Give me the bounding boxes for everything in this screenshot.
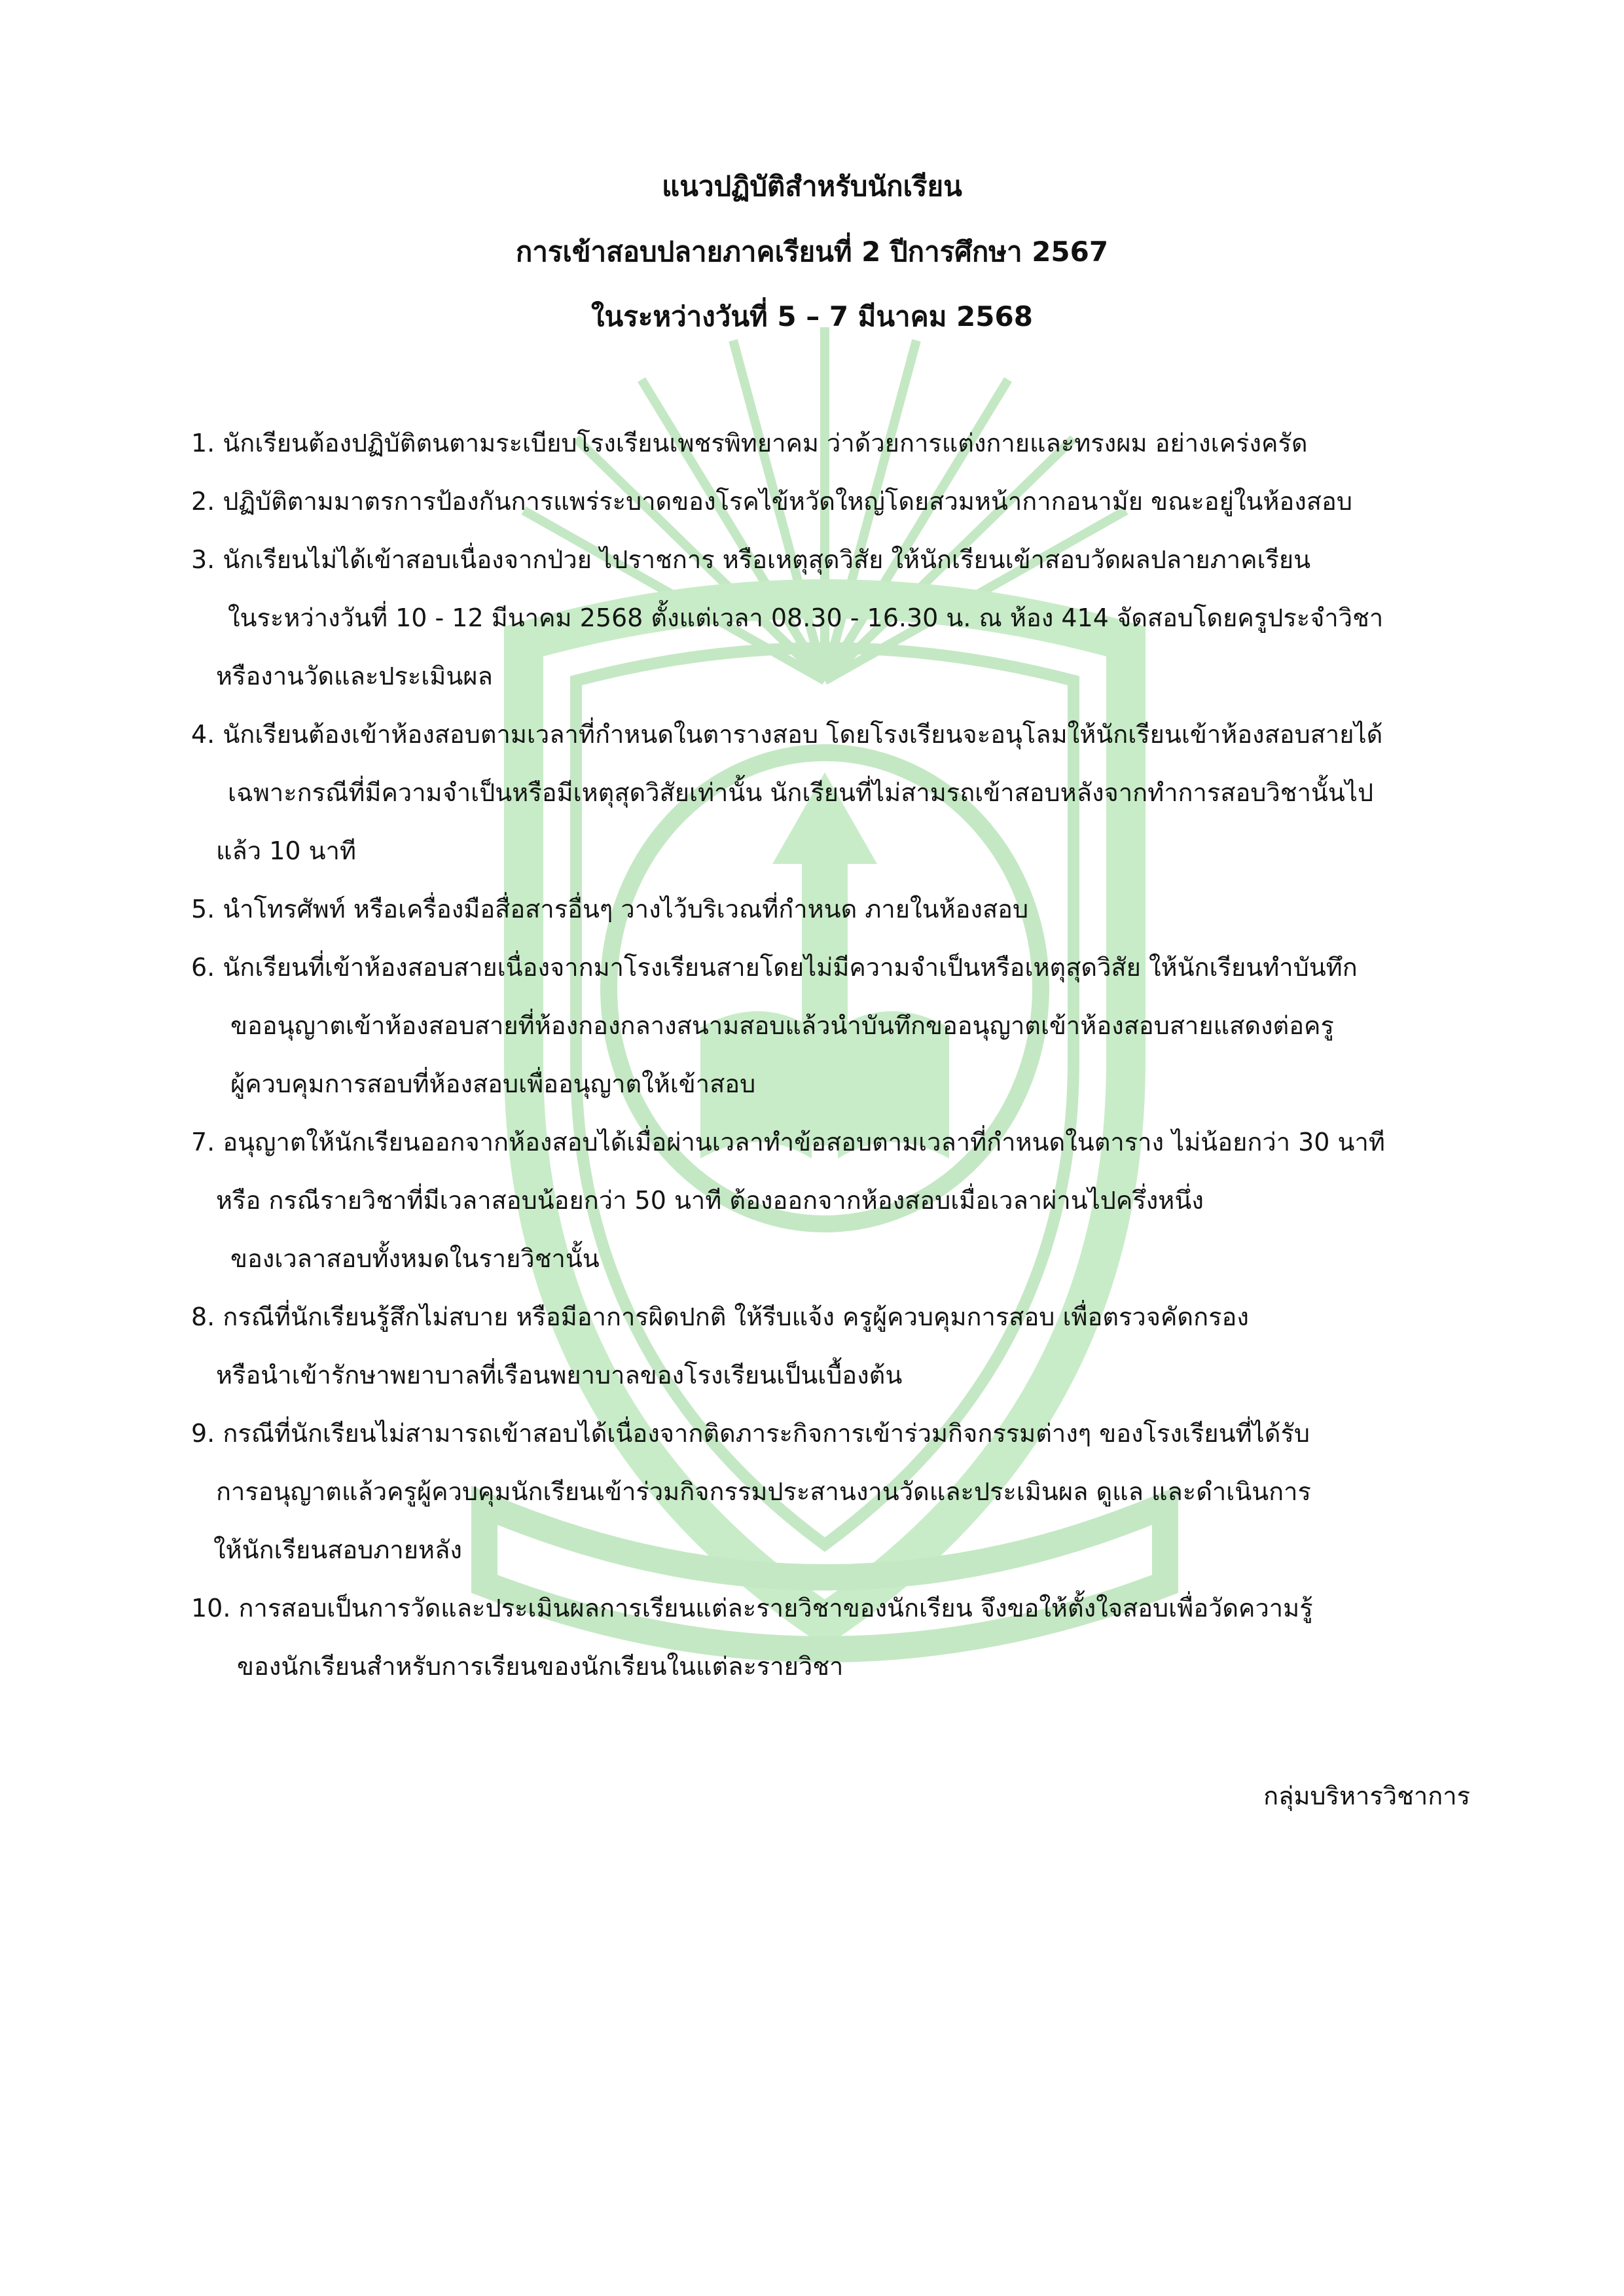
rule-item-6-line-1: 6. นักเรียนที่เข้าห้องสอบสายเนื่องจากมาโรงเรียนสายโดยไม่มีความจำเป็นหรือเหตุสุดวิสัย ให้นักเรียนทำบันทึก [191,953,1358,982]
rule-item-10-line-2: ของนักเรียนสำหรับการเรียนของนักเรียนในแต่ละรายวิชา [237,1652,844,1681]
rule-item-3-line-2: ในระหว่างวันที่ 10 - 12 มีนาคม 2568 ตั้งแต่เวลา 08.30 - 16.30 น. ณ ห้อง 414 จัดสอบโดยครูประจำวิชา [228,603,1384,632]
rule-item-7-line-2: หรือ กรณีรายวิชาที่มีเวลาสอบน้อยกว่า 50 นาที ต้องออกจากห้องสอบเมื่อเวลาผ่านไปครึ่งหนึ่ง [216,1186,1204,1215]
rule-item-5: 5. นำโทรศัพท์ หรือเครื่องมือสื่อสารอื่นๆ วางไว้บริเวณที่กำหนด ภายในห้องสอบ [191,895,1029,924]
rule-item-6-line-2: ขออนุญาตเข้าห้องสอบสายที่ห้องกองกลางสนามสอบแล้วนำบันทึกขออนุญาตเข้าห้องสอบสายแสดงต่อครู [230,1011,1334,1040]
rule-item-4-line-1: 4. นักเรียนต้องเข้าห้องสอบตามเวลาที่กำหนดในตารางสอบ โดยโรงเรียนจะอนุโลมให้นักเรียนเข้าห้องสอบสายได้ [191,720,1383,749]
rule-item-9-line-2: การอนุญาตแล้วครูผู้ควบคุมนักเรียนเข้าร่วมกิจกรรมประสานงานวัดและประเมินผล ดูแล และดำเนินการ [216,1477,1311,1506]
rule-item-10-line-1: 10. การสอบเป็นการวัดและประเมินผลการเรียนแต่ละรายวิชาของนักเรียน จึงขอให้ตั้งใจสอบเพื่อวัดความรู้ [191,1594,1313,1623]
rule-item-7-line-3: ของเวลาสอบทั้งหมดในรายวิชานั้น [230,1244,600,1273]
rule-item-6-line-3: ผู้ควบคุมการสอบที่ห้องสอบเพื่ออนุญาตให้เข้าสอบ [230,1069,756,1098]
rule-item-2: 2. ปฏิบัติตามมาตรการป้องกันการแพร่ระบาดของโรคไข้หวัดใหญ่โดยสวมหน้ากากอนามัย ขณะอยู่ในห้องสอบ [191,487,1352,516]
rule-item-9-line-3: ให้นักเรียนสอบภายหลัง [213,1535,462,1564]
rule-item-3-line-3: หรืองานวัดและประเมินผล [216,662,493,691]
rule-item-4-line-2: เฉพาะกรณีที่มีความจำเป็นหรือมีเหตุสุดวิสัยเท่านั้น นักเรียนที่ไม่สามรถเข้าสอบหลังจากทำการสอบวิชานั้นไป [228,778,1374,807]
rule-item-1: 1. นักเรียนต้องปฏิบัติตนตามระเบียบโรงเรียนเพชรพิทยาคม ว่าด้วยการแต่งกายและทรงผม อย่างเคร่งครัด [191,429,1308,457]
document-title-line-2: การเข้าสอบปลายภาคเรียนที่ 2 ปีการศึกษา 2567 [515,236,1109,268]
rule-item-8-line-1: 8. กรณีที่นักเรียนรู้สึกไม่สบาย หรือมีอาการผิดปกติ ให้รีบแจ้ง ครูผู้ควบคุมการสอบ เพื่อตรวจคัดกรอง [191,1302,1249,1331]
rule-item-3-line-1: 3. นักเรียนไม่ได้เข้าสอบเนื่องจากป่วย ไปราชการ หรือเหตุสุดวิสัย ให้นักเรียนเข้าสอบวัดผลปลายภาคเรียน [191,545,1311,574]
rule-item-4-line-3: แล้ว 10 นาที [216,836,356,865]
rule-item-7-line-1: 7. อนุญาตให้นักเรียนออกจากห้องสอบได้เมื่อผ่านเวลาทำข้อสอบตามเวลาที่กำหนดในตาราง ไม่น้อยกว่า 30 นาที [191,1128,1385,1157]
rule-item-9-line-1: 9. กรณีที่นักเรียนไม่สามารถเข้าสอบได้เนื่องจากติดภาระกิจการเข้าร่วมกิจกรรมต่างๆ ของโรงเรียนที่ได้รับ [191,1419,1310,1448]
rule-item-8-line-2: หรือนำเข้ารักษาพยาบาลที่เรือนพยาบาลของโรงเรียนเป็นเบื้องต้น [216,1361,903,1390]
document-title-line-1: แนวปฏิบัติสำหรับนักเรียน [662,170,962,202]
document-title-line-3: ในระหว่างวันที่ 5 – 7 มีนาคม 2568 [591,300,1033,332]
signature-department: กลุ่มบริหารวิชาการ [1263,1782,1470,1810]
